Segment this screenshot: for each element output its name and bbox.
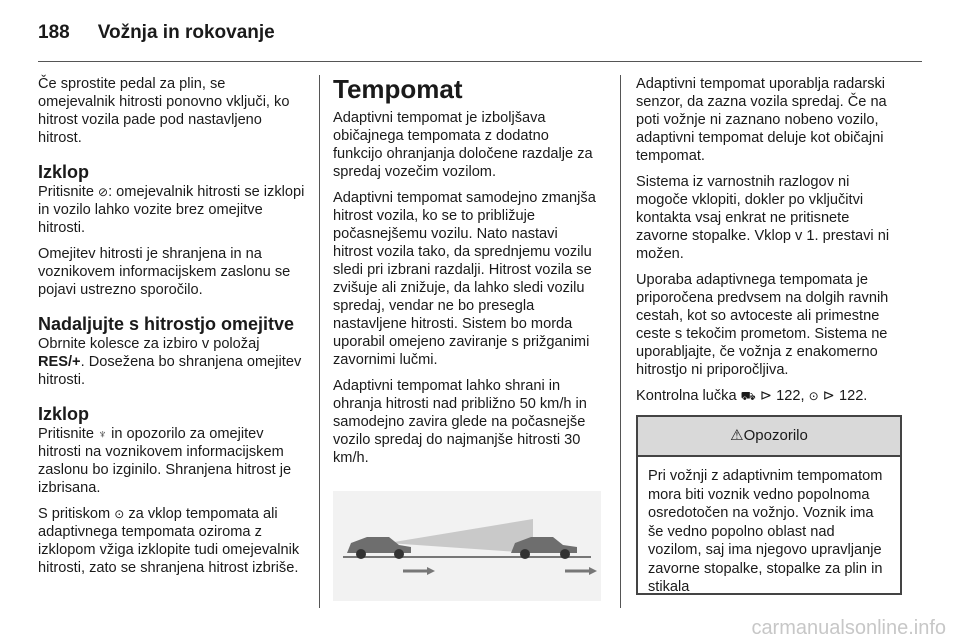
header-rule: [38, 61, 922, 62]
paragraph: Sistema iz varnostnih razlogov ni mogoče vklopiti, dokler po vključitvi kontakta vsaj enkrat ne pritisnete zavorne stopalke. Vklop v 1. prestavi ni možen.: [636, 174, 890, 262]
paragraph: S pritiskom ⊙ za vklop tempomata ali adaptivnega tempomata oziroma z izklopom vžiga izklopite tudi omejevalnik hitrosti, zato se shranjena hitrost izbriše.: [38, 506, 300, 576]
section-title: Nadaljujte s hitrostjo omejitve: [38, 314, 295, 334]
intro-paragraph: Če sprostite pedal za plin, se omejevalnik hitrosti ponovno vključi, ko hitrost vozila pade pod nastavljeno hitrost.: [38, 76, 290, 146]
paragraph: Omejitev hitrosti je shranjena in na voznikovem informacijskem zaslonu se pojavi ustrezno sporočilo.: [38, 246, 291, 298]
paragraph: Kontrolna lučka ⛟ ⊳ 122, ⊙ ⊳ 122.: [636, 388, 868, 404]
warning-icon: ⚠: [730, 427, 744, 444]
column-left: [38, 75, 306, 585]
warning-box: [636, 415, 902, 595]
page-header: [38, 22, 275, 44]
speed-limiter-icon: ♆: [98, 427, 108, 441]
paragraph: Adaptivni tempomat uporablja radarski senzor, da zazna vozila spredaj. Če na poti vožnje ni zaznano nobeno vozilo, adaptivni tempomat deluje kot običajni tempomat.: [636, 76, 887, 164]
paragraph: Adaptivni tempomat samodejno zmanjša hitrost vozila, ko se to približuje počasnejšemu vozilu. Nato nastavi hitrost vozila tako, da sprednjemu vozilu sledi pri izbrani razdalji. Hitrost vozila se zvišuje ali znižuje, da lahko sledi vozilu spredaj, vendar ne bo presegla nastavljene hitrosti. Sistem bo morda uporabil omejeno zaviranje s prižganimi zavornimi lučmi.: [333, 190, 596, 368]
section-izklop-1: [38, 161, 306, 299]
section-resume: [38, 313, 306, 389]
cruise-control-icon: ⊙: [808, 389, 819, 403]
column-middle: [333, 75, 601, 606]
paragraph: Uporaba adaptivnega tempomata je priporočena predvsem na dolgih ravnih cestah, kot so avtoceste ali primestne ceste s tekočim prometom. Sistema ne uporabljajte, če vožnja z enakomerno hitrostjo ni priporočljiva.: [636, 272, 889, 378]
page-number: 188: [38, 22, 70, 43]
watermark: carmanualsonline.info: [751, 617, 946, 639]
page-title: Vožnja in rokovanje: [97, 22, 275, 43]
column-divider: [319, 75, 320, 608]
paragraph: Obrnite kolesce za izbiro v položaj RES/+. Dosežena bo shranjena omejitev hitrosti.: [38, 336, 302, 388]
warning-header: [638, 417, 900, 457]
adaptive-cruise-illustration: [333, 491, 601, 601]
section-title: Izklop: [38, 162, 90, 182]
paragraph: Pritisnite ⊘: omejevalnik hitrosti se izklopi in vozilo lahko vozite brez omejitve hitrosti.: [38, 184, 305, 236]
paragraph: Pritisnite ♆ in opozorilo za omejitev hitrosti na voznikovem informacijskem zaslonu bo izginilo. Shranjena hitrost je izbrisana.: [38, 426, 292, 496]
paragraph: Adaptivni tempomat je izboljšava običajnega tempomata z dodatno funkcijo ohranjanja določene razdalje za spredaj vozečim vozilom.: [333, 110, 593, 180]
section-izklop-2: [38, 403, 306, 577]
cruise-control-icon: ⊙: [114, 507, 125, 521]
section-title-tempomat: Tempomat: [333, 74, 463, 104]
limiter-off-icon: ⊘: [98, 185, 109, 199]
res-label: RES/+: [38, 354, 81, 370]
car-indicator-icon: ⛟: [740, 389, 756, 403]
column-right: [636, 75, 902, 595]
paragraph: Adaptivni tempomat lahko shrani in ohranja hitrosti nad približno 50 km/h in samodejno zavira glede na počasnejše vozilo spredaj do najmanjše hitrosti 30 km/h.: [333, 378, 587, 466]
section-title: Izklop: [38, 404, 90, 424]
warning-body: Pri vožnji z adaptivnim tempomatom mora biti voznik vedno popolnoma osredotočen na vožnjo. Voznik ima še vedno popolno oblast nad vozilom, saj ima njegovo upravljanje zavorne stopalke, stopalke za plin in stikala: [648, 468, 883, 595]
column-divider: [620, 75, 621, 608]
warning-title: Opozorilo: [743, 427, 808, 444]
